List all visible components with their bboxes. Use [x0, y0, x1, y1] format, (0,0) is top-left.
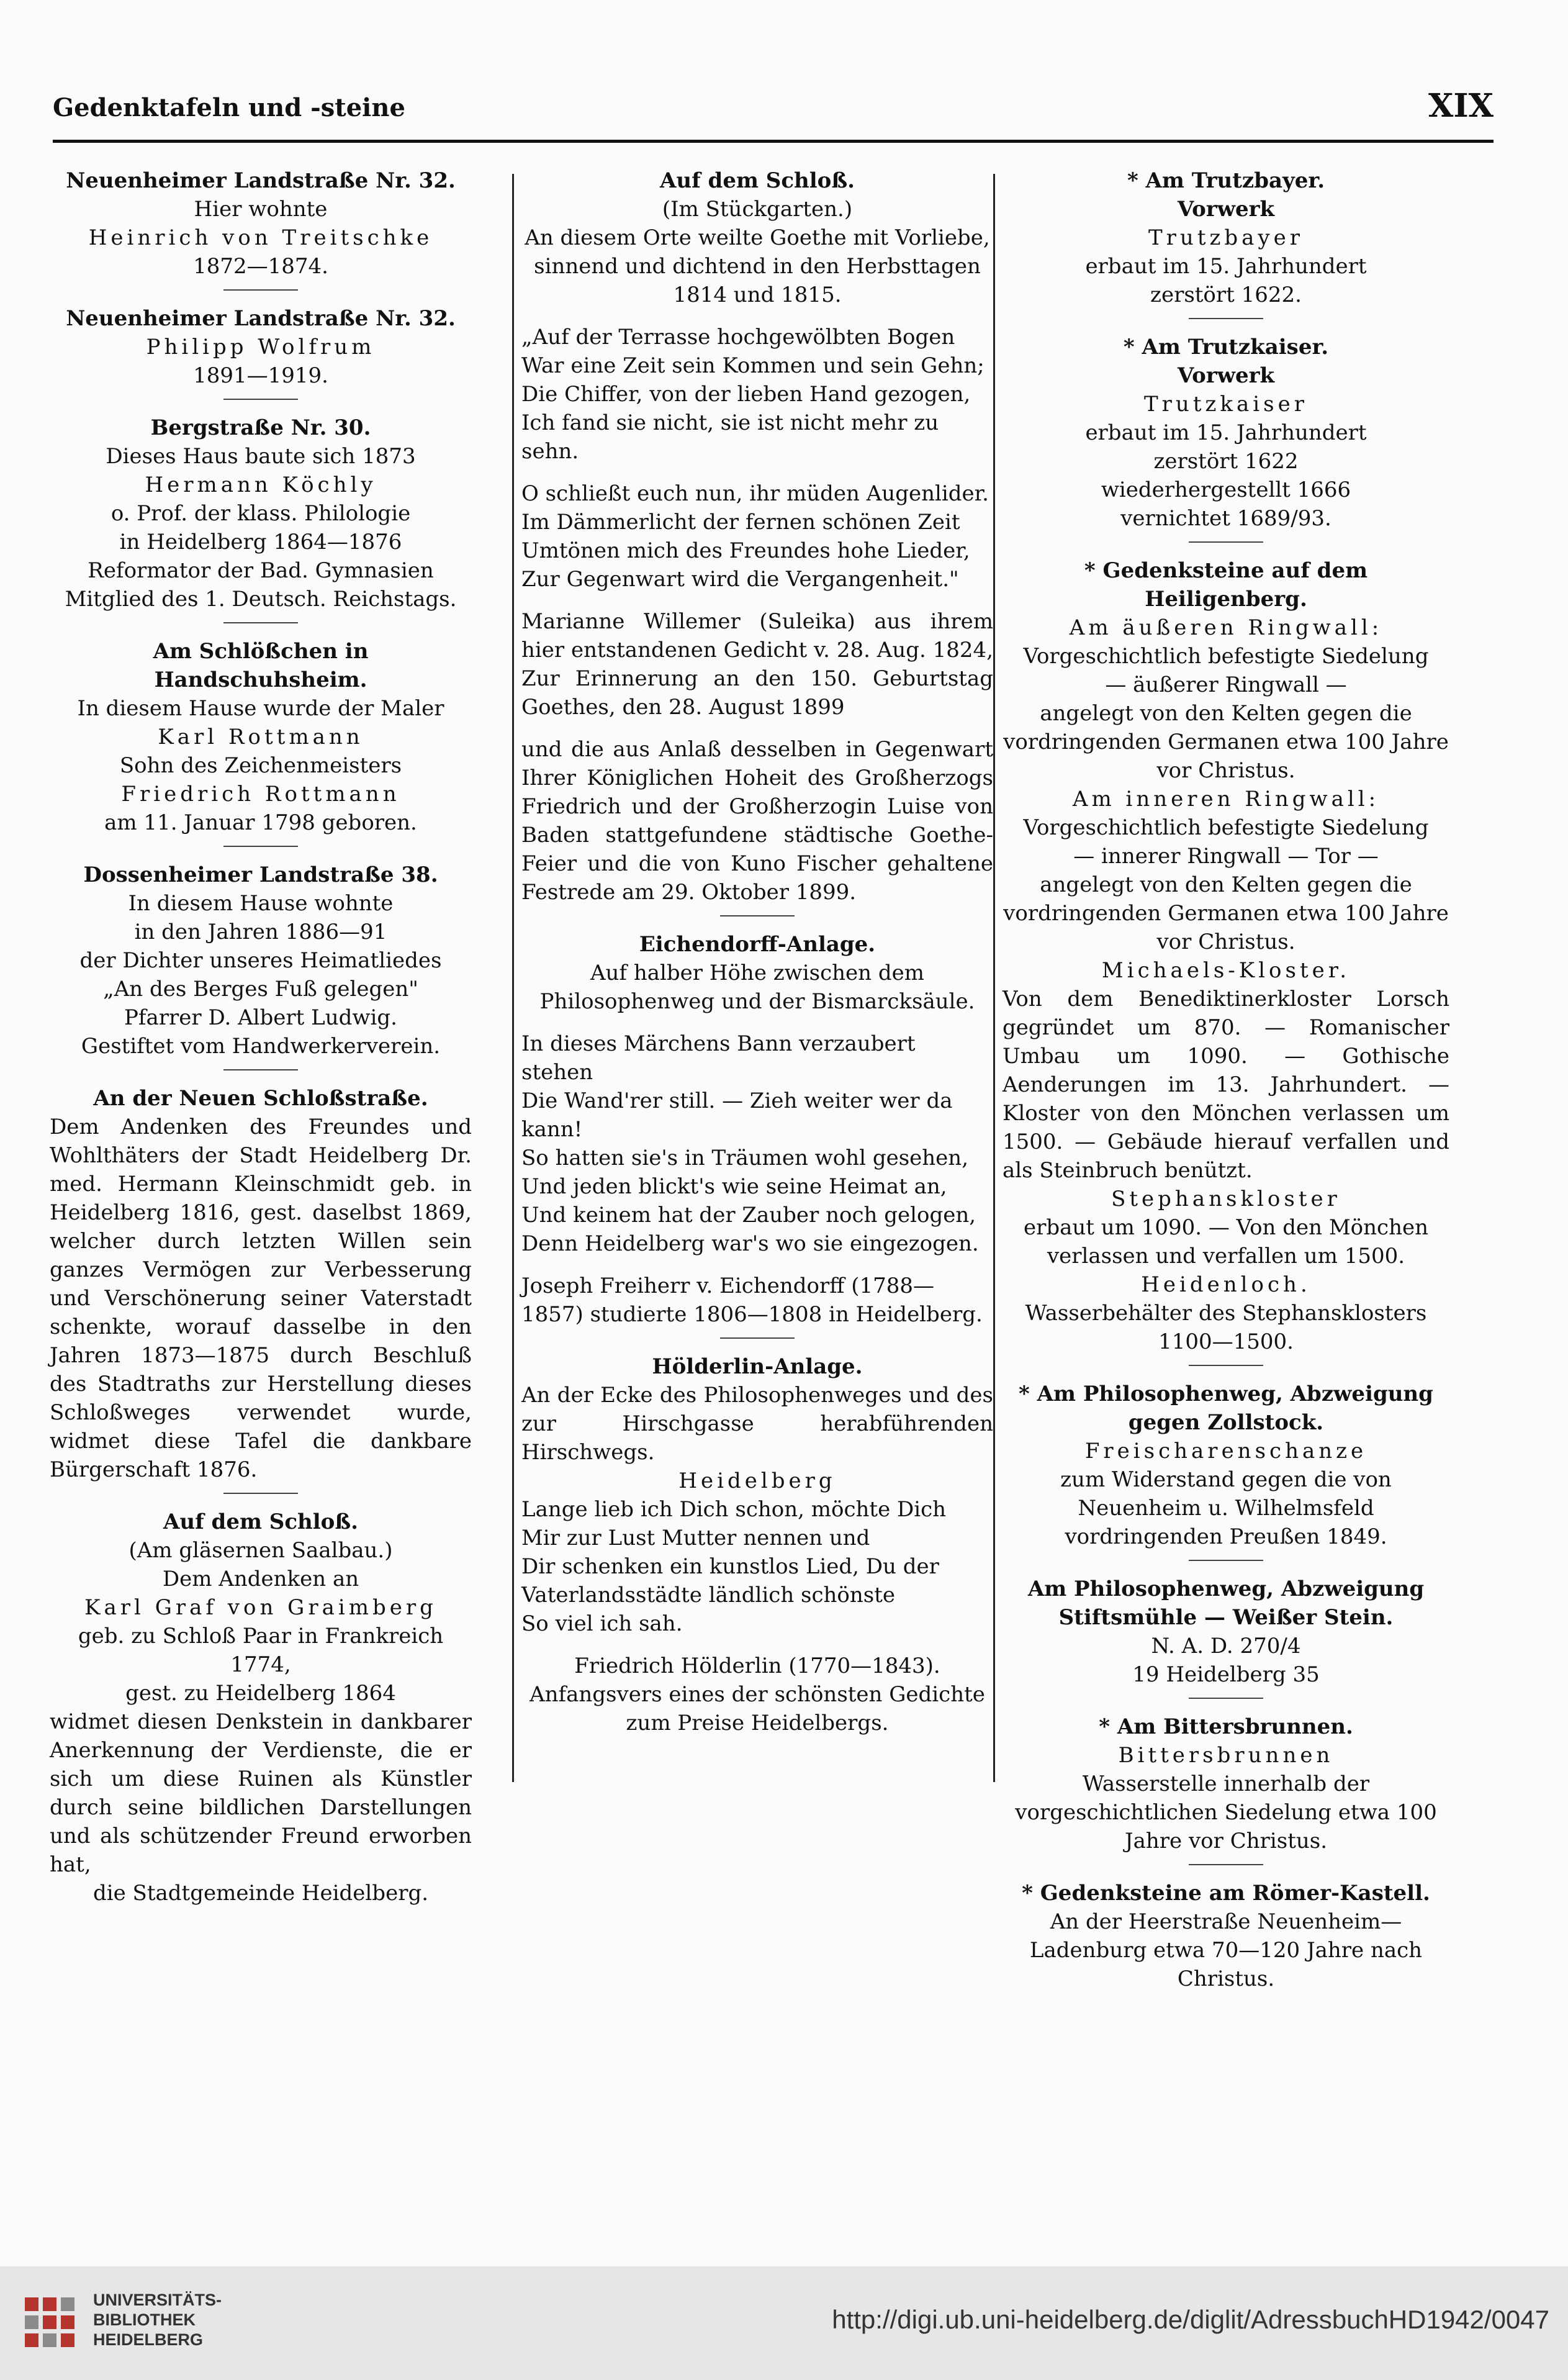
entry-title: Auf dem Schloß. [659, 168, 855, 193]
entry-title: Am Philosophenweg, Abzweigung Stiftsmühle — Weißer Stein. [1027, 1577, 1425, 1630]
entry-line: — innerer Ringwall — Tor — [1073, 844, 1379, 869]
entry-title: * Am Trutzbayer. [1127, 168, 1325, 193]
entry-title: * Am Trutzkaiser. [1123, 335, 1329, 360]
entry-line: In diesem Hause wohnte [128, 891, 394, 916]
entry-line: (Am gläsernen Saalbau.) [128, 1538, 393, 1563]
library-name-line: HEIDELBERG [93, 2330, 204, 2349]
entry-title: Bergstraße Nr. 30. [150, 415, 371, 440]
poem-line: Im Dämmerlicht der fernen schönen Zeit [521, 510, 960, 535]
entry-line: Hermann Köchly [145, 473, 377, 497]
separator [223, 622, 298, 623]
entry-trutzkaiser [1003, 333, 1449, 533]
entry-line: Karl Graf von Graimberg [84, 1595, 437, 1620]
entry-freischarenschanze [1003, 1380, 1449, 1551]
library-name [93, 2290, 222, 2350]
entry-subtitle: Heidenloch. [1141, 1272, 1311, 1297]
spacer [521, 1258, 993, 1272]
poem-line: So hatten sie's in Träumen wohl gesehen, [521, 1146, 969, 1170]
entry-subtitle: Stephanskloster [1111, 1187, 1341, 1211]
separator [1189, 1698, 1263, 1699]
entry-line: 1872—1874. [193, 254, 328, 279]
entry-title: Dossenheimer Landstraße 38. [83, 862, 438, 887]
column-2 [521, 166, 993, 1746]
entry-line: 1891—1919. [193, 363, 328, 388]
entry-line: geb. zu Schloß Paar in Frankreich 1774, [78, 1624, 444, 1677]
entry-title: Am Schlößchen in Handschuhsheim. [153, 639, 369, 692]
entry-line: zerstört 1622 [1153, 449, 1299, 474]
entry-treitschke [50, 166, 472, 281]
poem-line: „Auf der Terrasse hochgewölbten Bogen [521, 325, 955, 350]
entry-title: * Gedenksteine auf dem Heiligenberg. [1084, 558, 1368, 612]
separator [1189, 1864, 1263, 1865]
entry-line: die Stadtgemeinde Heidelberg. [92, 1881, 429, 1906]
entry-line: Reformator der Bad. Gymnasien [88, 558, 434, 583]
library-name-line: BIBLIOTHEK [93, 2310, 196, 2329]
entry-line: am 11. Januar 1798 geboren. [104, 810, 417, 835]
entry-text: An diesem Orte weilte Goethe mit Vorliebe, sinnend und dichtend in den Herbsttagen 1814 und 1815. [525, 225, 990, 307]
spacer [521, 466, 993, 479]
entry-line: Trutzkaiser [1144, 392, 1308, 417]
entry-wolfrum [50, 304, 472, 390]
entry-text: An der Heerstraße Neuenheim—Ladenburg etwa 70—120 Jahre nach Christus. [1029, 1909, 1423, 1991]
running-header: Gedenktafeln und -steine [53, 93, 405, 122]
spacer [521, 309, 993, 323]
entry-line: 19 Heidelberg 35 [1132, 1662, 1320, 1687]
entry-text: widmet diesen Denkstein in dankbarer Anerkennung der Verdienste, die er sich um diese Ruinen als Künstler durch seine bildlichen Darstellungen und als schützender Freund erworben hat, [50, 1709, 472, 1877]
spacer [521, 594, 993, 607]
entry-hoelderlin [521, 1352, 993, 1737]
separator [1189, 1560, 1263, 1561]
entry-line: Gestiftet vom Handwerkerverein. [81, 1034, 441, 1059]
poem-line: Ich fand sie nicht, sie ist nicht mehr zu sehn. [521, 410, 939, 464]
entry-subtitle: (Im Stückgarten.) [662, 197, 853, 222]
entry-text: angelegt von den Kelten gegen die vordringenden Germanen etwa 100 Jahre vor Christus. [1003, 701, 1449, 783]
entry-name: Heidelberg [678, 1468, 836, 1493]
entry-graimberg [50, 1508, 472, 1907]
entry-text: Auf halber Höhe zwischen dem Philosophenweg und der Bismarcksäule. [539, 961, 975, 1014]
column-rule-1 [512, 174, 514, 1782]
entry-text: Joseph Freiherr v. Eichendorff (1788—1857) studierte 1806—1808 in Heidelberg. [521, 1274, 983, 1327]
entry-title: Neuenheimer Landstraße Nr. 32. [66, 306, 456, 331]
entry-line: wiederhergestellt 1666 [1101, 477, 1351, 502]
entry-goethe [521, 166, 993, 907]
entry-line: der Dichter unseres Heimatliedes [79, 948, 442, 973]
entry-line: Friedrich Rottmann [121, 782, 400, 807]
entry-line: in Heidelberg 1864—1876 [119, 530, 402, 554]
entry-line: zerstört 1622. [1150, 283, 1302, 307]
poem-line: Die Wand'rer still. — Zieh weiter wer da kann! [521, 1088, 953, 1142]
entry-title: * Am Philosophenweg, Abzweigung gegen Zollstock. [1019, 1382, 1433, 1435]
entry-line: erbaut im 15. Jahrhundert [1085, 254, 1367, 279]
entry-line: erbaut im 15. Jahrhundert [1085, 420, 1367, 445]
entry-title: Neuenheimer Landstraße Nr. 32. [66, 168, 456, 193]
separator [223, 1493, 298, 1494]
entry-text: Anfangsvers eines der schönsten Gedichte zum Preise Heidelbergs. [529, 1682, 985, 1735]
header-rule [53, 140, 1494, 143]
poem-line: Die Chiffer, von der lieben Hand gezogen, [521, 382, 971, 407]
entry-line: Karl Rottmann [158, 725, 364, 749]
spacer [521, 722, 993, 735]
poem-line: O schließt euch nun, ihr müden Augenlider. [521, 481, 989, 506]
column-rule-2 [993, 174, 995, 1782]
entry-line: Trutzbayer [1148, 225, 1304, 250]
entry-subtitle: Am äußeren Ringwall: [1069, 615, 1383, 640]
entry-trutzbayer [1003, 166, 1449, 309]
entry-line: Vorwerk [1177, 363, 1275, 388]
entry-line: Mitglied des 1. Deutsch. Reichstags. [65, 587, 457, 612]
entry-line: Vorwerk [1177, 197, 1275, 222]
entry-line: — äußerer Ringwall — [1105, 672, 1347, 697]
entry-rottmann [50, 637, 472, 837]
entry-text: Dem Andenken des Freundes und Wohlthäters der Stadt Heidelberg Dr. med. Hermann Kleinschmidt geb. in Heidelberg 1816, gest. daselbst 1869, welcher durch letzten Willen sein ganzes Vermögen zur Verbesserung und Verschönerung seiner Vaterstadt schenkte, worauf dasselbe in den Jahren 1873—1875 durch Beschluß des Stadtraths zur Herstellung dieses Schloßweges verwendet wurde, widmet diese Tafel die dankbare Bürgerschaft 1876. [50, 1115, 472, 1482]
entry-ludwig [50, 861, 472, 1061]
poem-line: War eine Zeit sein Kommen und sein Gehn; [521, 353, 985, 378]
poem-line: Zur Gegenwart wird die Vergangenheit." [521, 567, 959, 592]
entry-author: Friedrich Hölderlin (1770—1843). [574, 1654, 940, 1678]
entry-line: 1100—1500. [1158, 1329, 1294, 1354]
entry-title: * Gedenksteine am Römer-Kastell. [1022, 1881, 1430, 1906]
entry-roemer-kastell [1003, 1879, 1449, 1993]
entry-text: Von dem Benediktinerkloster Lorsch gegründet um 870. — Romanischer Umbau um 1090. — Gothische Aenderungen im 13. Jahrhundert. — Kloster von den Mönchen verlassen um 1500. — Gebäude hierauf verfallen und als Steinbruch benützt. [1003, 987, 1449, 1183]
entry-text: angelegt von den Kelten gegen die vordringenden Germanen etwa 100 Jahre vor Christus. [1003, 872, 1449, 954]
poem-line: Lange lieb ich Dich schon, möchte Dich [521, 1497, 947, 1522]
entry-line: N. A. D. 270/4 [1151, 1634, 1301, 1658]
entry-line: Heinrich von Treitschke [88, 225, 433, 250]
separator [720, 1337, 795, 1339]
entry-line: gest. zu Heidelberg 1864 [125, 1681, 396, 1706]
separator [1189, 318, 1263, 319]
separator [720, 915, 795, 916]
spacer [521, 1638, 993, 1652]
entry-title: An der Neuen Schloßstraße. [93, 1086, 428, 1111]
poem-line: Und jeden blickt's wie seine Heimat an, [521, 1174, 947, 1199]
page-number: XIX [1428, 87, 1494, 125]
entry-line: Philipp Wolfrum [146, 335, 376, 360]
poem-line: So viel ich sah. [521, 1611, 683, 1636]
poem-line: Umtönen mich des Freundes hohe Lieder, [521, 538, 970, 563]
library-name-line: UNIVERSITÄTS- [93, 2291, 222, 2309]
entry-text: und die aus Anlaß desselben in Gegenwart Ihrer Königlichen Hoheit des Großherzogs Friedrich und der Großherzogin Luise von Baden stattgefundene städtische Goethe-Feier und die von Kuno Fischer gehaltene Festrede am 29. Oktober 1899. [521, 737, 993, 905]
entry-subtitle: Am inneren Ringwall: [1072, 787, 1380, 812]
entry-title: Eichendorff-Anlage. [639, 932, 876, 957]
spacer [521, 1016, 993, 1029]
entry-text: zum Widerstand gegen die von Neuenheim u. Wilhelmsfeld vordringenden Preußen 1849. [1060, 1467, 1392, 1549]
separator [223, 399, 298, 400]
column-1 [50, 166, 472, 1916]
entry-bittersbrunnen [1003, 1713, 1449, 1855]
entry-eichendorff [521, 930, 993, 1329]
separator [223, 846, 298, 847]
entry-title: Hölderlin-Anlage. [652, 1354, 863, 1379]
entry-line: Dieses Haus baute sich 1873 [106, 444, 416, 469]
poem-line: Mir zur Lust Mutter nennen und [521, 1526, 870, 1550]
column-3 [1003, 166, 1449, 2002]
entry-koechly [50, 414, 472, 613]
entry-kleinschmidt [50, 1084, 472, 1484]
poem-line: Denn Heidelberg war's wo sie eingezogen. [521, 1231, 979, 1256]
entry-name: Freischarenschanze [1084, 1439, 1367, 1464]
document-url-link[interactable]: http://digi.ub.uni-heidelberg.de/diglit/AdressbuchHD1942/0047 [832, 2305, 1549, 2334]
entry-text: Wasserstelle innerhalb der vorgeschichtlichen Siedelung etwa 100 Jahre vor Christus. [1015, 1771, 1437, 1853]
entry-title: Auf dem Schloß. [163, 1509, 359, 1534]
entry-name: Bittersbrunnen [1118, 1743, 1334, 1768]
entry-text: An der Ecke des Philosophenweges und des zur Hirschgasse herabführenden Hirschwegs. [521, 1383, 993, 1465]
separator [223, 1069, 298, 1070]
viewer-footer [0, 2266, 1568, 2380]
separator [223, 289, 298, 291]
entry-line: Vorgeschichtlich befestigte Siedelung [1023, 815, 1429, 840]
entry-line: Wasserbehälter des Stephansklosters [1025, 1301, 1427, 1326]
entry-weisser-stein [1003, 1575, 1449, 1689]
entry-line: in den Jahren 1886—91 [134, 920, 387, 944]
entry-title: * Am Bittersbrunnen. [1099, 1714, 1353, 1739]
separator [1189, 541, 1263, 543]
entry-line: In diesem Hause wurde der Maler [77, 696, 444, 721]
entry-line: o. Prof. der klass. Philologie [110, 501, 411, 526]
entry-line: Hier wohnte [194, 197, 328, 222]
entry-line: vernichtet 1689/93. [1120, 506, 1331, 531]
entry-text: erbaut um 1090. — Von den Mönchen verlassen und verfallen um 1500. [1023, 1215, 1428, 1269]
entry-line: Sohn des Zeichenmeisters [119, 753, 402, 778]
library-logo-icon [19, 2291, 81, 2353]
poem-line: Vaterlandsstädte ländlich schönste [521, 1583, 896, 1608]
entry-text: Marianne Willemer (Suleika) aus ihrem hier entstandenen Gedicht v. 28. Aug. 1824, Zur Erinnerung an den 150. Geburtstag Goethes, den 28. August 1899 [521, 609, 993, 720]
entry-line: Dem Andenken an [162, 1567, 359, 1591]
separator [1189, 1365, 1263, 1366]
entry-subtitle: Michaels-Kloster. [1101, 958, 1351, 983]
entry-line: „An des Berges Fuß gelegen" [103, 977, 418, 1002]
poem-line: In dieses Märchens Bann verzaubert stehen [521, 1031, 916, 1085]
entry-line: Pfarrer D. Albert Ludwig. [124, 1005, 397, 1030]
poem-line: Und keinem hat der Zauber noch gelogen, [521, 1203, 976, 1228]
entry-heiligenberg [1003, 556, 1449, 1356]
poem-line: Dir schenken ein kunstlos Lied, Du der [521, 1554, 939, 1579]
entry-line: Vorgeschichtlich befestigte Siedelung [1023, 644, 1429, 669]
